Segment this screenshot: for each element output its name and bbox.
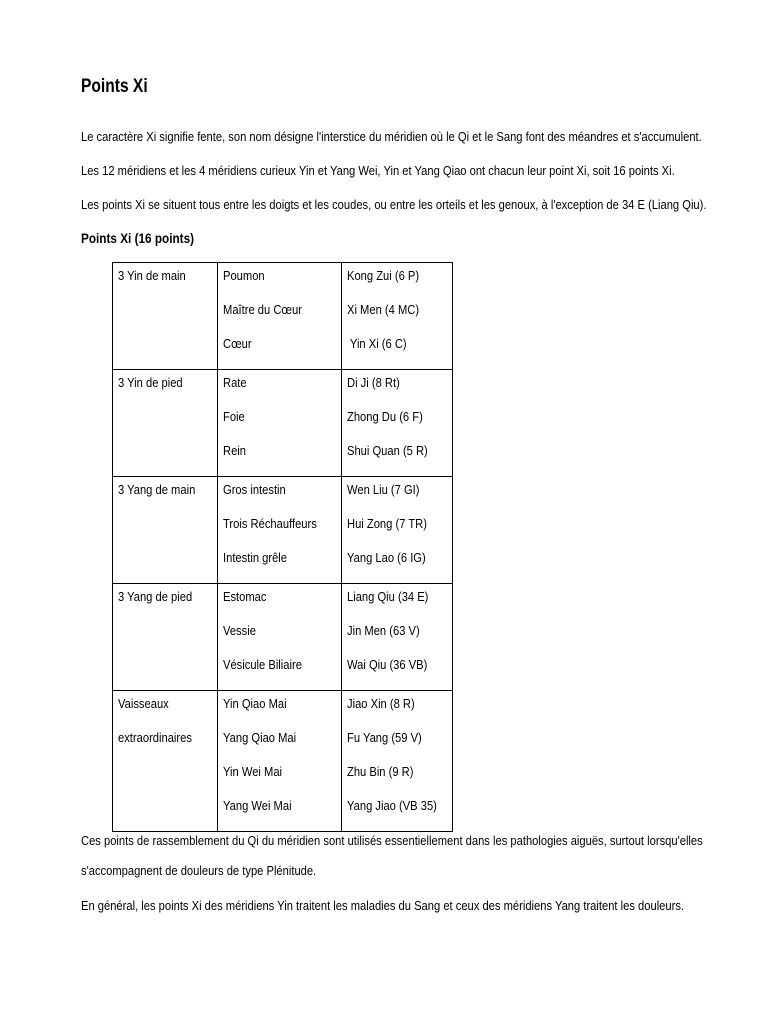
meridian-name: Yang Wei Mai xyxy=(223,798,292,813)
intro-paragraph-3: Les points Xi se situent tous entre les doigts et les coudes, ou entre les orteils et les genoux, à l'exception de 34 E (Liang Qiu). xyxy=(81,197,707,212)
point-cell xyxy=(342,370,453,477)
meridian-name: Yin Wei Mai xyxy=(223,764,283,779)
meridian-cell xyxy=(218,477,342,584)
point-name: Hui Zong (7 TR) xyxy=(347,516,427,531)
point-name: Yang Jiao (VB 35) xyxy=(347,798,437,813)
meridian-name: Vessie xyxy=(223,623,256,638)
group-label: 3 Yang de pied xyxy=(118,589,193,604)
point-name: Zhong Du (6 F) xyxy=(347,409,423,424)
point-name: Liang Qiu (34 E) xyxy=(347,589,429,604)
point-name: Fu Yang (59 V) xyxy=(347,730,422,745)
meridian-name: Rate xyxy=(223,375,247,390)
point-name: Wai Qiu (36 VB) xyxy=(347,657,428,672)
page-title: Points Xi xyxy=(81,76,148,97)
point-cell xyxy=(342,263,453,370)
group-cell xyxy=(113,691,218,832)
conclusion-paragraph-1: Ces points de rassemblement du Qi du méridien sont utilisés essentiellement dans les pathologies aiguës, surtout lorsqu'elles xyxy=(81,833,703,848)
table-row xyxy=(113,477,453,584)
table-row xyxy=(113,691,453,832)
group-label: 3 Yin de pied xyxy=(118,375,183,390)
meridian-name: Vésicule Biliaire xyxy=(223,657,302,672)
intro-paragraph-2: Les 12 méridiens et les 4 méridiens curieux Yin et Yang Wei, Yin et Yang Qiao ont chacun leur point Xi, soit 16 points Xi. xyxy=(81,163,675,178)
group-label: 3 Yang de main xyxy=(118,482,196,497)
meridian-name: Yin Qiao Mai xyxy=(223,696,287,711)
meridian-name: Trois Réchauffeurs xyxy=(223,516,317,531)
point-name: Di Ji (8 Rt) xyxy=(347,375,400,390)
meridian-name: Intestin grêle xyxy=(223,550,288,565)
conclusion-paragraph-2: En général, les points Xi des méridiens Yin traitent les maladies du Sang et ceux des méridiens Yang traitent les douleurs. xyxy=(81,898,685,913)
points-xi-table xyxy=(112,262,453,832)
meridian-name: Yang Qiao Mai xyxy=(223,730,297,745)
meridian-name: Estomac xyxy=(223,589,267,604)
point-name: Shui Quan (5 R) xyxy=(347,443,428,458)
meridian-cell xyxy=(218,263,342,370)
group-label: extraordinaires xyxy=(118,730,192,745)
point-name: Kong Zui (6 P) xyxy=(347,268,420,283)
group-label: Vaisseaux xyxy=(118,696,169,711)
meridian-name: Gros intestin xyxy=(223,482,286,497)
table-row xyxy=(113,263,453,370)
meridian-name: Foie xyxy=(223,409,245,424)
meridian-cell xyxy=(218,584,342,691)
group-cell xyxy=(113,584,218,691)
meridian-cell xyxy=(218,691,342,832)
group-label: 3 Yin de main xyxy=(118,268,186,283)
point-name: Xi Men (4 MC) xyxy=(347,302,420,317)
point-name: Jiao Xin (8 R) xyxy=(347,696,415,711)
meridian-name: Cœur xyxy=(223,336,252,351)
group-cell xyxy=(113,370,218,477)
point-name: Jin Men (63 V) xyxy=(347,623,420,638)
point-name: Yang Lao (6 IG) xyxy=(347,550,426,565)
table-row xyxy=(113,370,453,477)
table-row xyxy=(113,584,453,691)
point-cell xyxy=(342,691,453,832)
meridian-name: Maître du Cœur xyxy=(223,302,302,317)
table-title: Points Xi (16 points) xyxy=(81,230,195,246)
meridian-cell xyxy=(218,370,342,477)
point-name: Zhu Bin (9 R) xyxy=(347,764,414,779)
conclusion-paragraph-1-continued: s'accompagnent de douleurs de type Plénitude. xyxy=(81,863,317,878)
point-cell xyxy=(342,584,453,691)
point-cell xyxy=(342,477,453,584)
group-cell xyxy=(113,263,218,370)
point-name: Wen Liu (7 GI) xyxy=(347,482,420,497)
group-cell xyxy=(113,477,218,584)
point-name: Yin Xi (6 C) xyxy=(347,336,407,351)
meridian-name: Rein xyxy=(223,443,247,458)
meridian-name: Poumon xyxy=(223,268,265,283)
intro-paragraph-1: Le caractère Xi signifie fente, son nom désigne l'interstice du méridien où le Qi et le Sang font des méandres et s'accumulent. xyxy=(81,129,702,144)
